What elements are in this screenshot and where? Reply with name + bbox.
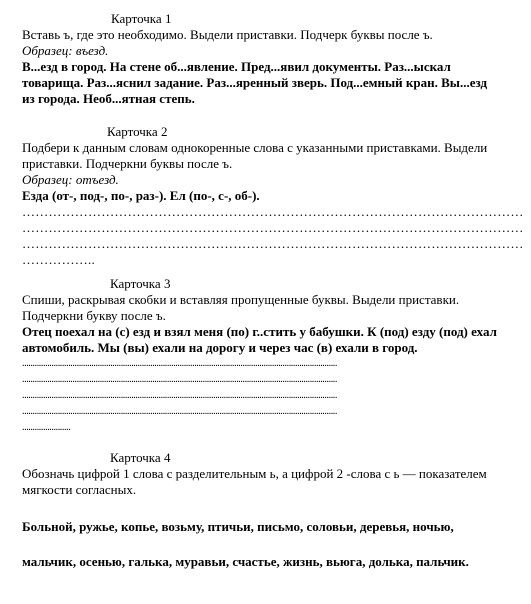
card3-task-line-1: Отец поехал на (с) езд и взял меня (по) г..стить у бабушки. К (под) езду (под) ехал (22, 324, 497, 339)
card1-line-3: из города. Необ...ятная степь. (22, 91, 195, 106)
card3-answer-line-3: ...................................................................................................................................................... (22, 390, 338, 401)
card1-line-2: товарища. Раз...яснил задание. Раз...яренный зверь. Под...емный кран. Вы...езд (22, 75, 488, 90)
card2-example: Образец: отъезд. (22, 172, 119, 187)
card4-title: Карточка 4 (110, 450, 171, 465)
card4-instruction-line-1: Обозначь цифрой 1 слова с разделительным ь, а цифрой 2 -слова с ь — показателем (22, 466, 487, 481)
card2-answer-line-4: …………….. (22, 252, 95, 267)
card2-instruction-line-2: приставки. Подчеркни буквы после ъ. (22, 156, 233, 171)
card1-line-1: В...езд в город. На стене об...явление. Пред...явил документы. Раз...ыскал (22, 59, 451, 74)
card3-instruction-line-2: Подчеркни букву после ъ. (22, 308, 166, 323)
card3-task-line-2: автомобиль. Мы (вы) ехали на дорогу и через час (в) ехали в город. (22, 340, 418, 355)
card2-instruction-line-1: Подбери к данным словам однокоренные слова с указанными приставками. Выдели (22, 140, 488, 155)
card3-instruction-line-1: Спиши, раскрывая скобки и вставляя пропущенные буквы. Выдели приставки. (22, 292, 460, 307)
card4-instruction-line-2: мягкости согласных. (22, 482, 137, 497)
card3-answer-line-2: ...................................................................................................................................................... (22, 374, 338, 385)
card1-title: Карточка 1 (111, 11, 172, 26)
card2-answer-line-2: …………………………………………………………………………………………………… (22, 220, 524, 235)
card3-title: Карточка 3 (110, 276, 171, 291)
card1-example: Образец: въезд. (22, 43, 109, 58)
card2-task: Езда (от-, под-, по-, раз-). Ел (по-, с-, об-). (22, 188, 260, 203)
card2-title: Карточка 2 (107, 124, 168, 139)
card3-answer-line-4: ...................................................................................................................................................... (22, 406, 338, 417)
card3-answer-line-5: ....................... (22, 422, 71, 433)
card4-words-line-1: Больной, ружье, копье, возьму, птичьи, письмо, соловьи, деревья, ночью, (22, 519, 454, 534)
card3-answer-line-1: ...................................................................................................................................................... (22, 358, 338, 369)
card1-instruction: Вставь ъ, где это необходимо. Выдели приставки. Подчерк буквы после ъ. (22, 27, 433, 42)
card2-answer-line-1: …………………………………………………………………………………………………… (22, 204, 524, 219)
card2-answer-line-3: …………………………………………………………………………………………………… (22, 236, 524, 251)
card4-words-line-2: мальчик, осенью, галька, муравьи, счастье, жизнь, вьюга, долька, пальчик. (22, 554, 469, 569)
